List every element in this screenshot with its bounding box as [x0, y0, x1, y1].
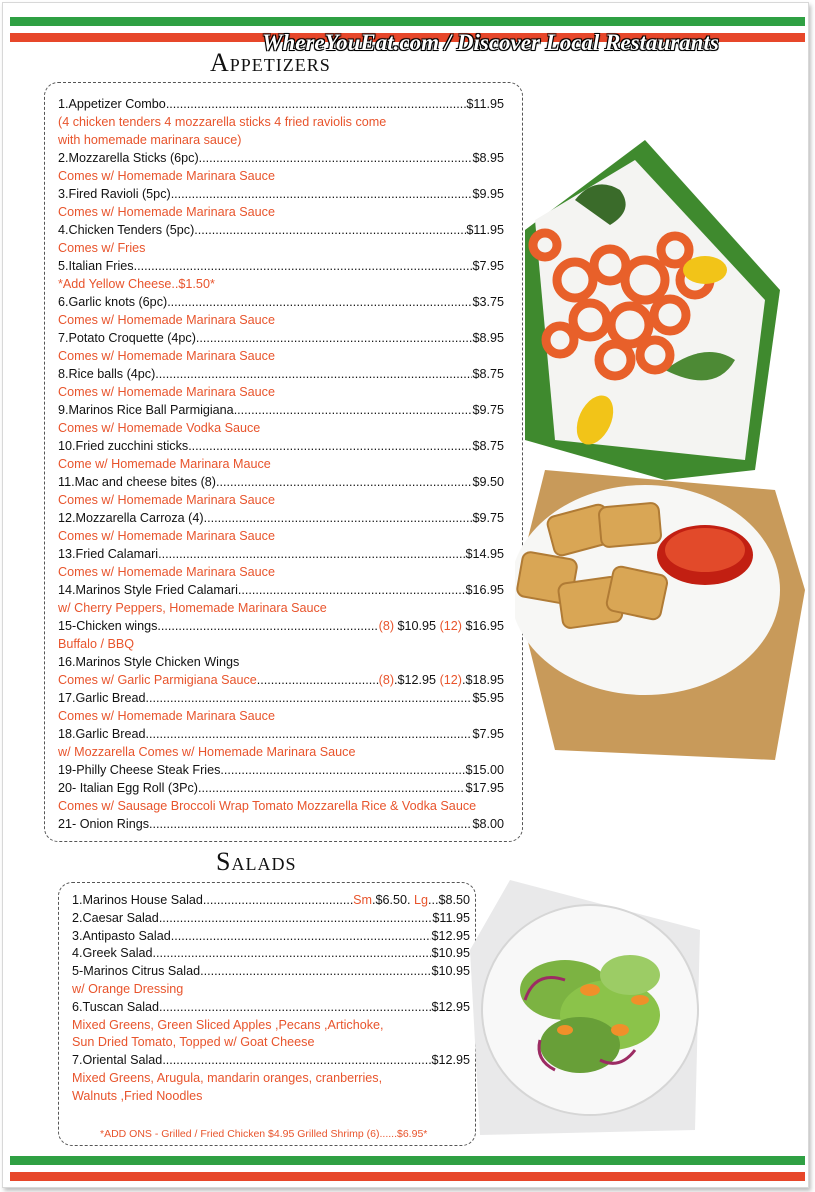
- item-price: $12.95: [431, 999, 470, 1014]
- item-name: 10.Fried zucchini sticks: [58, 439, 189, 453]
- leader-dots: [171, 185, 473, 203]
- bottom-red-stripe: [10, 1172, 805, 1181]
- item-description: Come w/ Homemade Marinara Mauce: [58, 457, 271, 471]
- item-name: 15-Chicken wings: [58, 619, 158, 633]
- leader-dots: [159, 909, 433, 927]
- menu-item: [72, 944, 470, 962]
- item-description: Comes w/ Homemade Marinara Sauce: [58, 529, 275, 543]
- item-description: Walnuts ,Fried Noodles: [72, 1088, 203, 1103]
- item-description: Comes w/ Homemade Marinara Sauce: [58, 385, 275, 399]
- item-description: Comes w/ Homemade Marinara Sauce: [58, 493, 275, 507]
- item-price: $7.95: [472, 727, 504, 741]
- price-large: $16.95: [461, 619, 504, 633]
- item-price: $5.95: [472, 691, 504, 705]
- item-price: $11.95: [466, 223, 504, 237]
- leader-dots: [171, 927, 432, 945]
- menu-item: [58, 365, 504, 383]
- leader-dots: [257, 671, 379, 689]
- menu-item: [72, 927, 470, 945]
- menu-item: [58, 581, 504, 599]
- leader-dots: [238, 581, 466, 599]
- qty-large: (12): [439, 619, 462, 633]
- leader-dots: [146, 725, 473, 743]
- leader-dots: [194, 221, 466, 239]
- menu-item: [58, 329, 504, 347]
- item-name: Comes w/ Garlic Parmigiana Sauce: [58, 673, 257, 687]
- item-name: 5.Italian Fries: [58, 259, 134, 273]
- salads-heading: Salads: [216, 847, 297, 876]
- leader-dots: [234, 401, 473, 419]
- menu-item: [58, 437, 504, 455]
- item-description: Comes w/ Homemade Marinara Sauce: [58, 565, 275, 579]
- leader-dots: [166, 95, 467, 113]
- marinara-sauce: [665, 528, 745, 572]
- menu-item: [58, 185, 504, 203]
- item-prices: [379, 617, 504, 635]
- salad-photo: [470, 880, 705, 1140]
- leader-dots: [199, 149, 473, 167]
- calamari-photo: [515, 140, 785, 480]
- item-price: $9.75: [472, 511, 504, 525]
- item-description: Mixed Greens, Green Sliced Apples ,Pecans ,Artichoke,: [72, 1017, 384, 1032]
- item-name: 19-Philly Cheese Steak Fries: [58, 763, 221, 777]
- item-prices: [353, 891, 470, 909]
- qty-small: (8): [378, 619, 395, 633]
- leader-dots: [159, 998, 431, 1016]
- menu-item: [58, 509, 504, 527]
- item-price: $11.95: [432, 910, 470, 925]
- menu-item: [58, 671, 504, 689]
- watermark: WhereYouEat.com / Discover Local Restaurants: [262, 30, 719, 55]
- item-name: 6.Garlic knots (6pc): [58, 295, 168, 309]
- menu-item: [58, 149, 504, 167]
- item-name: 3.Antipasto Salad: [72, 928, 171, 943]
- item-prices: [379, 671, 504, 689]
- menu-item: [58, 725, 504, 743]
- item-description: Buffalo / BBQ: [58, 637, 135, 651]
- leader-dots: [200, 962, 431, 980]
- menu-item: [72, 891, 470, 909]
- leader-dots: [216, 473, 473, 491]
- item-name: 13.Fried Calamari: [58, 547, 159, 561]
- appetizers-heading: Appetizers: [210, 48, 331, 77]
- item-description: Comes w/ Homemade Vodka Sauce: [58, 421, 261, 435]
- price-large: .$18.95: [461, 673, 504, 687]
- price-small: .$12.95: [394, 673, 440, 687]
- item-price: $15.00: [465, 763, 504, 777]
- item-description: Comes w/ Homemade Marinara Sauce: [58, 169, 275, 183]
- item-name: 7.Oriental Salad: [72, 1053, 163, 1068]
- qty-large: (12): [439, 673, 462, 687]
- item-name: 9.Marinos Rice Ball Parmigiana: [58, 403, 234, 417]
- leader-dots: [198, 779, 465, 797]
- item-price: $14.95: [465, 547, 504, 561]
- leader-dots: [203, 891, 353, 909]
- menu-item: [58, 779, 504, 797]
- item-name: 18.Garlic Bread: [58, 727, 146, 741]
- price-small: .$6.50.: [371, 893, 414, 907]
- item-name: 16.Marinos Style Chicken Wings: [58, 655, 240, 669]
- item-description: (4 chicken tenders 4 mozzarella sticks 4 fried raviolis come: [58, 115, 387, 129]
- item-price: $10.95: [431, 946, 470, 961]
- item-name: 17.Garlic Bread: [58, 691, 146, 705]
- item-price: $17.95: [465, 781, 504, 795]
- menu-item: [58, 689, 504, 707]
- item-name: 3.Fired Ravioli (5pc): [58, 187, 171, 201]
- item-description: Comes w/ Sausage Broccoli Wrap Tomato Mozzarella Rice & Vodka Sauce: [58, 799, 477, 813]
- mozzarella-photo: [515, 470, 805, 760]
- item-description: with homemade marinara sauce): [58, 133, 242, 147]
- item-description: w/ Cherry Peppers, Homemade Marinara Sauce: [58, 601, 327, 615]
- menu-item: [58, 473, 504, 491]
- menu-item: [58, 815, 504, 833]
- leader-dots: [146, 689, 473, 707]
- menu-item: [58, 257, 504, 275]
- item-name: 14.Marinos Style Fried Calamari: [58, 583, 238, 597]
- item-description: Comes w/ Homemade Marinara Sauce: [58, 349, 275, 363]
- item-price: $8.95: [472, 151, 504, 165]
- menu-item: [58, 401, 504, 419]
- leader-dots: [196, 329, 473, 347]
- leader-dots: [134, 257, 473, 275]
- item-name: 11.Mac and cheese bites (8): [58, 475, 216, 489]
- item-description: *Add Yellow Cheese..$1.50*: [58, 277, 215, 291]
- item-price: $12.95: [431, 1053, 470, 1068]
- item-price: $8.00: [472, 817, 504, 831]
- item-name: 7.Potato Croquette (4pc): [58, 331, 196, 345]
- item-description: Comes w/ Fries: [58, 241, 146, 255]
- price-small: $10.95: [394, 619, 440, 633]
- item-price: $3.75: [472, 295, 504, 309]
- item-description: w/ Orange Dressing: [72, 982, 184, 996]
- item-description: Sun Dried Tomato, Topped w/ Goat Cheese: [72, 1035, 315, 1050]
- menu-item: [58, 95, 504, 113]
- qty-small: (8): [378, 673, 395, 687]
- item-name: 20- Italian Egg Roll (3Pc): [58, 781, 198, 795]
- leader-dots: [149, 815, 472, 833]
- item-description: Comes w/ Homemade Marinara Sauce: [58, 205, 275, 219]
- item-name: 2.Caesar Salad: [72, 910, 159, 925]
- item-price: $8.75: [472, 439, 504, 453]
- menu-item: [58, 293, 504, 311]
- size-small: Sm: [353, 893, 372, 907]
- item-name: 6.Tuscan Salad: [72, 999, 160, 1014]
- price-large: ...$8.50: [427, 893, 470, 907]
- menu-item: [72, 1051, 470, 1069]
- item-description: Mixed Greens, Arugula, mandarin oranges, cranberries,: [72, 1071, 383, 1085]
- item-description: Comes w/ Homemade Marinara Sauce: [58, 709, 275, 723]
- item-description: Comes w/ Homemade Marinara Sauce: [58, 313, 275, 327]
- leader-dots: [157, 617, 378, 635]
- size-large: Lg: [413, 893, 428, 907]
- item-price: $16.95: [465, 583, 504, 597]
- leader-dots: [188, 437, 472, 455]
- bottom-green-stripe: [10, 1156, 805, 1165]
- menu-item: [72, 909, 470, 927]
- item-price: $10.95: [431, 964, 470, 979]
- leader-dots: [153, 944, 432, 962]
- item-price: $11.95: [466, 97, 504, 111]
- item-name: 4.Greek Salad: [72, 946, 153, 961]
- lemon-wedge-2: [683, 256, 727, 284]
- menu-item: [58, 545, 504, 563]
- menu-item: [72, 962, 470, 980]
- leader-dots: [204, 509, 473, 527]
- leader-dots: [220, 761, 465, 779]
- menu-item: [58, 761, 504, 779]
- salad-addons: *ADD ONS - Grilled / Fried Chicken $4.95 Grilled Shrimp (6)......$6.95*: [100, 1128, 428, 1140]
- item-price: $9.50: [472, 475, 504, 489]
- item-name: 1.Marinos House Salad: [72, 893, 203, 907]
- item-price: $8.95: [472, 331, 504, 345]
- item-price: $7.95: [472, 259, 504, 273]
- item-name: 4.Chicken Tenders (5pc): [58, 223, 195, 237]
- white-plate: [535, 160, 765, 460]
- leader-dots: [162, 1051, 431, 1069]
- item-price: $8.75: [472, 367, 504, 381]
- menu-item: [58, 221, 504, 239]
- item-name: 8.Rice balls (4pc): [58, 367, 156, 381]
- leader-dots: [158, 545, 465, 563]
- item-name: 21- Onion Rings: [58, 817, 150, 831]
- item-name: 12.Mozzarella Carroza (4): [58, 511, 204, 525]
- item-price: $9.75: [472, 403, 504, 417]
- item-price: $9.95: [472, 187, 504, 201]
- item-name: 1.Appetizer Combo: [58, 97, 166, 111]
- item-name: 5-Marinos Citrus Salad: [72, 964, 201, 979]
- item-description: w/ Mozzarella Comes w/ Homemade Marinara Sauce: [58, 745, 356, 759]
- item-name: 2.Mozzarella Sticks (6pc): [58, 151, 199, 165]
- item-price: $12.95: [431, 928, 470, 943]
- top-green-stripe: [10, 17, 805, 26]
- leader-dots: [155, 365, 472, 383]
- menu-item: [72, 998, 470, 1016]
- menu-item: [58, 617, 504, 635]
- leader-dots: [167, 293, 472, 311]
